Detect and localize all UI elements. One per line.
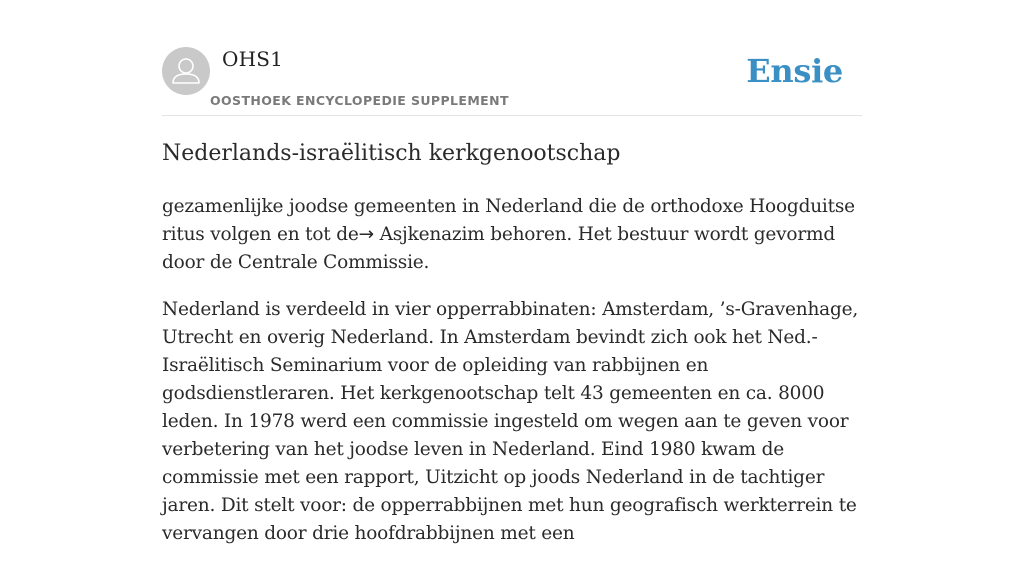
publication-name[interactable]: OOSTHOEK ENCYCLOPEDIE SUPPLEMENT — [210, 93, 509, 108]
article-paragraph: Nederland is verdeeld in vier opperrabbinaten: Amsterdam, ’s-Gravenhage, Utrecht en overig Nederland. In Amsterdam bevindt zich ook het Ned.-Israëlitisch Seminarium voor de opleiding van rabbijnen en godsdienstleraren. Het kerkgenootschap telt 43 gemeenten en ca. 8000 leden. In 1978 werd een commissie ingesteld om wegen aan te geven voor verbetering van het joodse leven in Nederland. Eind 1980 kwam de commissie met een rapport, Uitzicht op joods Nederland in de tachtiger jaren. Dit stelt voor: de opperrabbijnen met hun geografisch werkterrein te vervangen door drie hoofdrabbijnen met een — [162, 299, 859, 544]
brand-logo[interactable]: Ensie — [746, 52, 843, 90]
paragraph-text: gezamenlijke joodse gemeenten in Nederland die de orthodoxe Hoogduitse ritus volgen en tot de — [162, 196, 855, 245]
user-icon — [162, 47, 210, 95]
article-paragraph — [162, 193, 862, 277]
arrow-icon: → — [358, 224, 374, 245]
page-title: Nederlands-israëlitisch kerkgenootschap — [162, 141, 621, 166]
article-header — [162, 47, 862, 116]
author-name[interactable]: OHS1 — [222, 47, 284, 71]
asjkenazim-link[interactable]: Asjkenazim — [373, 224, 485, 245]
article-body — [162, 138, 862, 567]
paragraph-text: behoren. Het bestuur wordt gevormd door de Centrale Commissie. — [162, 224, 835, 273]
avatar[interactable] — [162, 47, 210, 95]
